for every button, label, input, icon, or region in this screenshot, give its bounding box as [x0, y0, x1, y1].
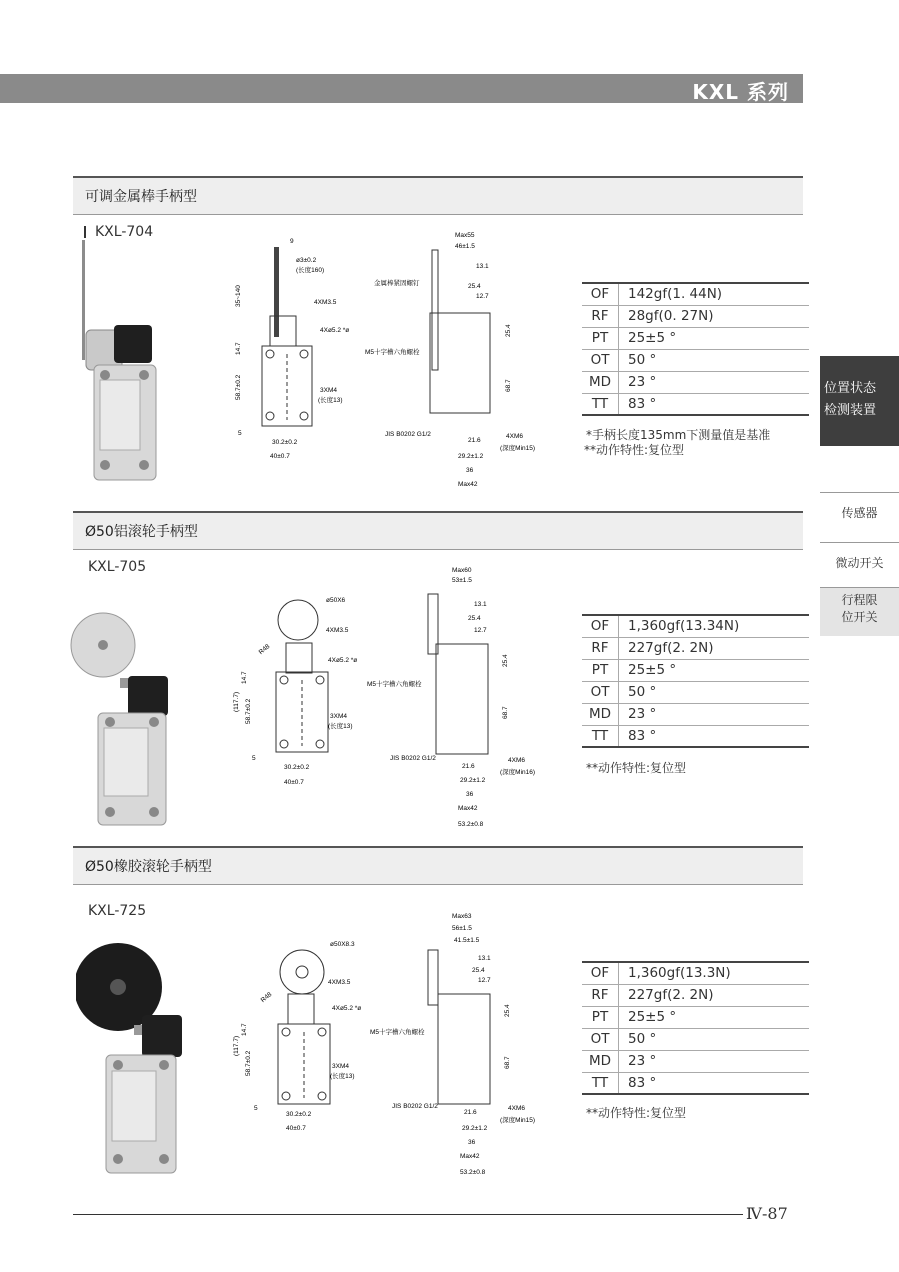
dim-label: 40±0.7 [284, 779, 304, 786]
spec-key: OF [582, 615, 619, 637]
dim-label: (117.7) [233, 1035, 240, 1056]
spec-key: RF [582, 637, 619, 659]
spec-key: TT [582, 393, 619, 415]
dim-label: (深度Min15) [500, 1117, 536, 1124]
dim-label: (117.7) [233, 691, 240, 712]
product-photo-725 [76, 915, 196, 1185]
dim-label: Max63 [452, 913, 472, 920]
note-2: **动作特性:复位型 [584, 443, 685, 457]
front-view-drawing-704 [230, 232, 360, 468]
dim-label: 46±1.5 [455, 243, 475, 250]
series-title: KXL 系列 [692, 80, 789, 104]
spec-key: OF [582, 283, 619, 305]
table-row [582, 371, 809, 393]
table-row [582, 681, 809, 703]
table-row [582, 962, 809, 984]
dim-label: 12.7 [476, 293, 489, 300]
section-header-725 [73, 846, 803, 885]
dim-label: 5 [238, 430, 242, 437]
dim-label: 4Xø5.2 *ø [320, 327, 350, 334]
dim-label: 14.7 [235, 342, 242, 355]
dim-label: 21.6 [462, 763, 475, 770]
spec-value: 28gf(0. 27N) [619, 305, 810, 327]
section-title: Ø50橡胶滚轮手柄型 [85, 859, 212, 875]
spec-value: 50 ° [619, 681, 810, 703]
table-row [582, 327, 809, 349]
dim-label: 68.7 [504, 1056, 511, 1069]
sidebar-tab-sensor[interactable] [820, 492, 899, 533]
dim-label: 30.2±0.2 [286, 1111, 312, 1118]
table-row [582, 1006, 809, 1028]
dim-label: 58.7±0.2 [245, 1050, 252, 1076]
product-photo-704 [74, 240, 174, 490]
table-row [582, 703, 809, 725]
dim-label: 25.4 [502, 654, 509, 667]
dim-label: 4XM6 [506, 433, 523, 440]
spec-value: 50 ° [619, 1028, 810, 1050]
dim-label: (长度13) [328, 723, 353, 730]
dim-label: 53±1.5 [452, 577, 472, 584]
dim-label: 3XM4 [332, 1063, 349, 1070]
dim-label: ø50X6 [326, 597, 346, 604]
spec-value: 142gf(1. 44N) [619, 283, 810, 305]
dim-label: JIS B0202 G1/2 [390, 755, 436, 762]
dim-label: M5十字槽六角螺栓 [365, 349, 420, 356]
dim-label: (深度Min16) [500, 769, 536, 776]
dim-label: 36 [466, 791, 474, 798]
spec-key: MD [582, 703, 619, 725]
spec-value: 25±5 ° [619, 1006, 810, 1028]
dim-label: (长度160) [296, 267, 325, 274]
spec-value: 227gf(2. 2N) [619, 984, 810, 1006]
dim-label: 25.4 [472, 967, 485, 974]
table-row [582, 1072, 809, 1094]
dim-label: 25.4 [468, 615, 481, 622]
section-title: Ø50铝滚轮手柄型 [85, 524, 198, 540]
dim-label: 13.1 [478, 955, 491, 962]
dim-label: 68.7 [505, 379, 512, 392]
spec-key: PT [582, 1006, 619, 1028]
spec-key: OF [582, 962, 619, 984]
table-row [582, 283, 809, 305]
dim-label: 25.4 [468, 283, 481, 290]
table-row [582, 984, 809, 1006]
dim-label: 12.7 [478, 977, 491, 984]
dim-label: 金属棒紧固螺钉 [374, 280, 420, 287]
dim-label: 4XM6 [508, 757, 525, 764]
series-banner [0, 74, 803, 103]
sidebar-tab-limit-switch[interactable] [820, 587, 899, 636]
section-header-705 [73, 511, 803, 550]
table-row [582, 305, 809, 327]
dim-label: 53.2±0.8 [460, 1169, 486, 1176]
dim-label: 3XM4 [320, 387, 337, 394]
sidebar-tab-label: 传感器 [841, 506, 878, 520]
dim-label: 40±0.7 [270, 453, 290, 460]
dim-label: M5十字槽六角螺栓 [370, 1029, 425, 1036]
dim-label: 4XM3.5 [314, 299, 337, 306]
spec-value: 23 ° [619, 703, 810, 725]
spec-table-705 [582, 614, 809, 748]
dim-label: 30.2±0.2 [284, 764, 310, 771]
model-code: KXL-725 [88, 903, 147, 919]
dim-label: 13.1 [474, 601, 487, 608]
side-view-drawing-705 [362, 564, 547, 832]
dim-label: ø3±0.2 [296, 257, 317, 264]
sidebar-tab-microswitch[interactable] [820, 542, 899, 583]
spec-key: OT [582, 681, 619, 703]
dim-label: 58.7±0.2 [235, 374, 242, 400]
spec-value: 1,360gf(13.3N) [619, 962, 810, 984]
dim-label: 41.5±1.5 [454, 937, 480, 944]
spec-value: 50 ° [619, 349, 810, 371]
front-view-drawing-705 [228, 588, 368, 798]
dim-label: JIS B0202 G1/2 [385, 431, 431, 438]
dim-label: 56±1.5 [452, 925, 472, 932]
spec-key: PT [582, 327, 619, 349]
sidebar-tab-label: 微动开关 [835, 556, 884, 570]
dim-label: JIS B0202 G1/2 [392, 1103, 438, 1110]
dim-label: Max55 [455, 232, 475, 239]
table-row [582, 615, 809, 637]
section-header-704 [73, 176, 803, 215]
dim-label: R48 [257, 643, 272, 657]
dim-label: Max60 [452, 567, 472, 574]
dim-label: 29.2±1.2 [462, 1125, 488, 1132]
dim-label: 25.4 [504, 1004, 511, 1017]
model-code: KXL-705 [88, 559, 147, 575]
dim-label: (长度13) [330, 1073, 355, 1080]
side-view-drawing-704 [360, 228, 545, 492]
spec-value: 83 ° [619, 725, 810, 747]
dim-label: 30.2±0.2 [272, 439, 298, 446]
front-view-drawing-725 [228, 932, 368, 1142]
dim-label: Max42 [458, 481, 478, 488]
dim-label: Max42 [460, 1153, 480, 1160]
spec-key: OT [582, 349, 619, 371]
dim-label: 4XM3.5 [326, 627, 349, 634]
page-number: Ⅳ-87 [746, 1204, 788, 1223]
dim-label: 9 [290, 238, 294, 245]
table-row [582, 637, 809, 659]
dim-label: R48 [259, 991, 274, 1005]
dim-label: 13.1 [476, 263, 489, 270]
dim-label: 29.2±1.2 [458, 453, 484, 460]
dim-label: 5 [254, 1105, 258, 1112]
dim-label: 25.4 [505, 324, 512, 337]
note-1: **动作特性:复位型 [586, 761, 687, 775]
spec-key: MD [582, 371, 619, 393]
dim-label: 53.2±0.8 [458, 821, 484, 828]
spec-key: TT [582, 1072, 619, 1094]
spec-value: 83 ° [619, 1072, 810, 1094]
dim-label: (深度Min15) [500, 445, 536, 452]
spec-value: 25±5 ° [619, 659, 810, 681]
dim-label: ø50X8.3 [330, 941, 355, 948]
spec-key: PT [582, 659, 619, 681]
spec-key: MD [582, 1050, 619, 1072]
dim-label: 35~140 [235, 285, 242, 307]
spec-value: 227gf(2. 2N) [619, 637, 810, 659]
spec-value: 83 ° [619, 393, 810, 415]
dim-label: 21.6 [464, 1109, 477, 1116]
sidebar-active-line-2: 检测装置 [824, 403, 877, 418]
dim-label: 14.7 [241, 671, 248, 684]
dim-label: 29.2±1.2 [460, 777, 486, 784]
table-row [582, 393, 809, 415]
dim-label: 4Xø5.2 *ø [332, 1005, 362, 1012]
spec-value: 1,360gf(13.34N) [619, 615, 810, 637]
spec-value: 25±5 ° [619, 327, 810, 349]
spec-table-725 [582, 961, 809, 1095]
divider [84, 226, 86, 238]
table-row [582, 659, 809, 681]
spec-value: 23 ° [619, 371, 810, 393]
dim-label: 36 [466, 467, 474, 474]
sidebar-active-line-1: 位置状态 [824, 381, 877, 396]
dim-label: 4Xø5.2 *ø [328, 657, 358, 664]
spec-table-704 [582, 282, 809, 416]
dim-label: 58.7±0.2 [245, 698, 252, 724]
dim-label: Max42 [458, 805, 478, 812]
dim-label: 12.7 [474, 627, 487, 634]
note-1: *手柄长度135mm下测量值是基准 [586, 428, 771, 442]
footer-rule [73, 1214, 743, 1215]
model-code: KXL-704 [95, 224, 154, 240]
spec-key: OT [582, 1028, 619, 1050]
table-row [582, 725, 809, 747]
dim-label: 36 [468, 1139, 476, 1146]
product-photo-705 [70, 600, 190, 832]
spec-key: TT [582, 725, 619, 747]
dim-label: 4XM6 [508, 1105, 525, 1112]
section-title: 可调金属棒手柄型 [85, 189, 197, 205]
dim-label: 4XM3.5 [328, 979, 351, 986]
dim-label: 21.6 [468, 437, 481, 444]
table-row [582, 1028, 809, 1050]
table-row [582, 349, 809, 371]
dim-label: 5 [252, 755, 256, 762]
sidebar-active-category[interactable] [820, 356, 899, 446]
note-1: **动作特性:复位型 [586, 1106, 687, 1120]
table-row [582, 1050, 809, 1072]
dim-label: 68.7 [502, 706, 509, 719]
spec-value: 23 ° [619, 1050, 810, 1072]
dim-label: 14.7 [241, 1023, 248, 1036]
dim-label: 40±0.7 [286, 1125, 306, 1132]
dim-label: M5十字槽六角螺栓 [367, 681, 422, 688]
side-view-drawing-725 [362, 910, 547, 1180]
sidebar-tab-label: 行程限位开关 [841, 593, 878, 624]
dim-label: (长度13) [318, 397, 343, 404]
dim-label: 3XM4 [330, 713, 347, 720]
spec-key: RF [582, 305, 619, 327]
spec-key: RF [582, 984, 619, 1006]
